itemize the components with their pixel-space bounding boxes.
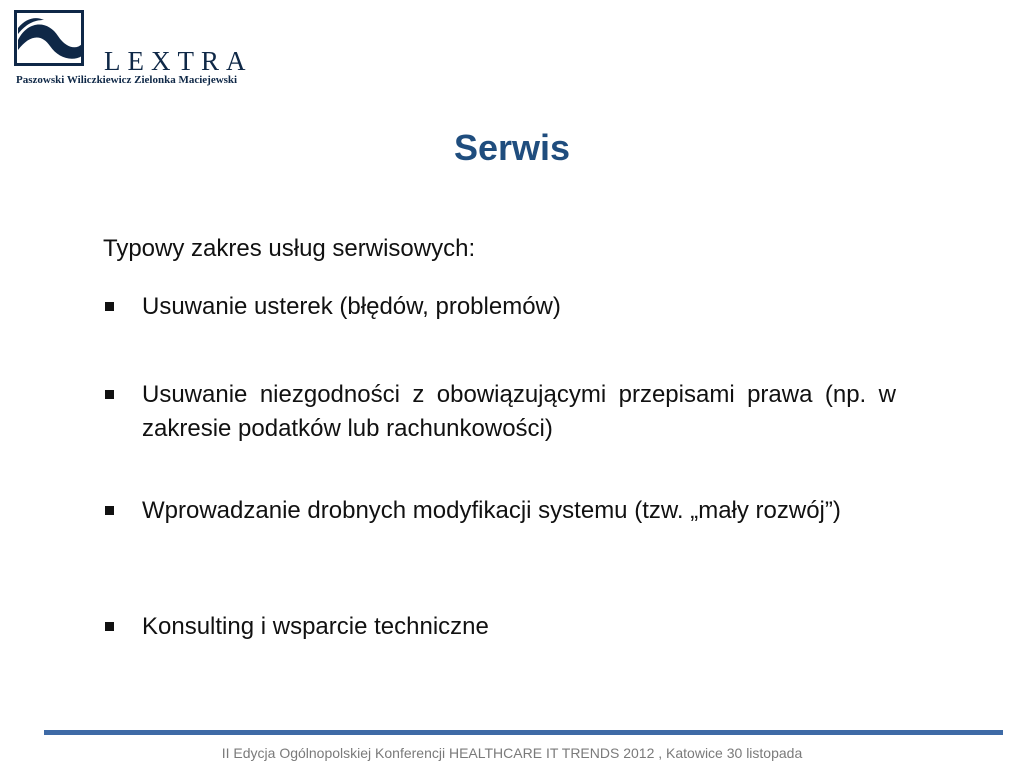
bullet-text: Konsulting i wsparcie techniczne: [142, 613, 489, 640]
list-item: [103, 494, 896, 528]
bullet-text: Usuwanie usterek (błędów, problemów): [142, 293, 561, 320]
list-item: [103, 610, 896, 644]
bullet-text: Wprowadzanie drobnych modyfikacji systemu (tzw. „mały rozwój”): [142, 497, 841, 524]
lextra-wave-icon: [14, 10, 84, 66]
logo-partners: Paszowski Wiliczkiewicz Zielonka Maciejewski: [16, 74, 238, 86]
footer-divider: [44, 730, 1003, 735]
logo-name: LEXTRA: [104, 46, 253, 76]
bullet-text: Usuwanie niezgodności z obowiązującymi przepisami prawa (np. w zakresie podatków lub rachunkowości): [142, 381, 896, 442]
slide-title: Serwis: [453, 127, 571, 168]
lextra-logo: [14, 10, 264, 90]
intro-text: Typowy zakres usług serwisowych:: [103, 235, 476, 262]
square-bullet-icon: [105, 390, 114, 399]
square-bullet-icon: [105, 506, 114, 515]
square-bullet-icon: [105, 622, 114, 631]
list-item: [103, 378, 896, 446]
list-item: [103, 290, 896, 324]
square-bullet-icon: [105, 302, 114, 311]
footer-text: II Edycja Ogólnopolskiej Konferencji HEALTHCARE IT TRENDS 2012 , Katowice 30 listopada: [221, 745, 803, 761]
